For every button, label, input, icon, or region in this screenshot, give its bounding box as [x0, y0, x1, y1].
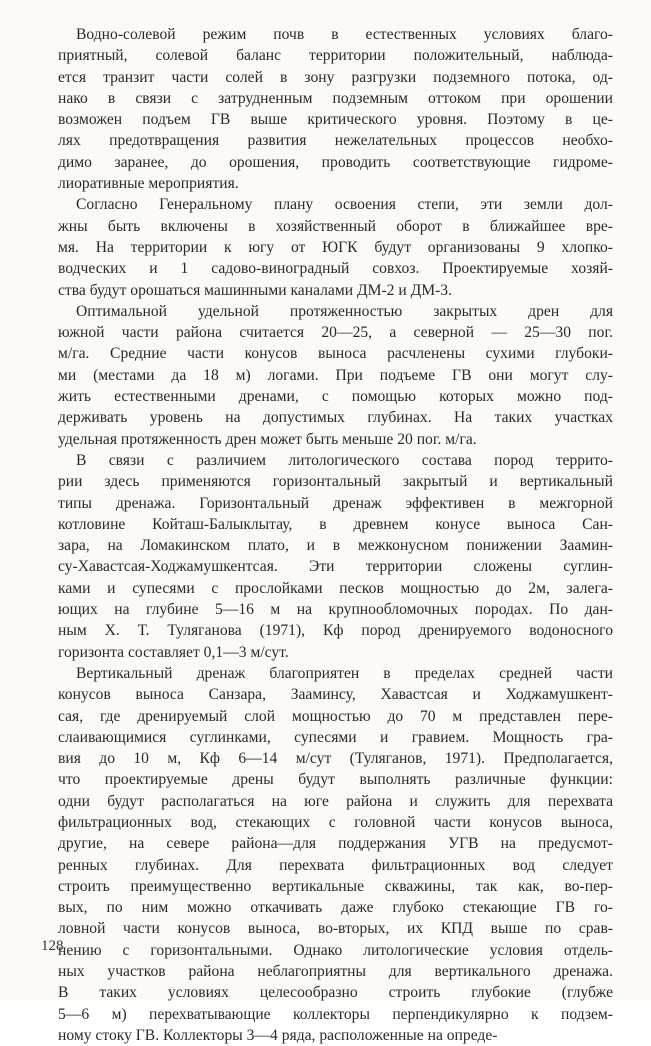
text-line: ренных глубинах. Для перехвата фильтрационных вод следует [58, 856, 613, 874]
text-line: Согласно Генеральному плану освоения степи, эти земли дол- [76, 196, 613, 214]
text-line: зара, на Ломакинском плато, и в межконусном понижении Заамин- [58, 537, 613, 555]
paragraph [58, 663, 613, 1046]
text-line: мя. На территории к югу от ЮГК будут организованы 9 хлопко- [58, 238, 613, 256]
text-line: 5—6 м) перехватывающие коллекторы перпендикулярно к подзем- [58, 1005, 613, 1023]
text-line: сая, где дренируемый слой мощностью до 70 м представлен пере- [58, 707, 613, 725]
text-line: возможен подъем ГВ выше критического уровня. Поэтому в це- [58, 111, 613, 129]
text-line: южной части района считается 20—25, а северной — 25—30 пог. [58, 324, 613, 342]
text-line: Водно-солевой режим почв в естественных условиях благо- [76, 26, 613, 43]
paragraph [58, 24, 613, 194]
text-line: Вертикальный дренаж благоприятен в пределах средней части [76, 664, 613, 682]
text-line: конусов выноса Санзара, Зааминсу, Хавастсая и Ходжамушкент- [58, 686, 613, 704]
text-line: приятный, солевой баланс территории положительный, наблюда- [58, 47, 613, 65]
text-line: лях предотвращения развития нежелательных процессов необхо- [58, 132, 613, 150]
text-line: ным Х. Т. Туляганова (1971), Кф пород дренируемого водоносного [58, 622, 613, 640]
text-line: м/га. Средние части конусов выноса расчленены сухими глубоки- [58, 345, 613, 363]
text-line: фильтрационных вод, стекающих с головной части конусов выноса, [58, 813, 613, 831]
text-line: вых, по ним можно откачивать даже глубоко стекающие ГВ го- [58, 899, 613, 917]
text-line: одни будут располагаться на юге района и служить для перехвата [58, 792, 613, 810]
text-line: ному стоку ГВ. Коллекторы 3—4 ряда, расположенные на опреде- [58, 1026, 498, 1044]
text-line: ных участков района неблагоприятны для вертикального дренажа. [58, 963, 613, 981]
text-line: держивать уровень на допустимых глубинах. На таких участках [58, 409, 613, 427]
text-line: ющих на глубине 5—16 м на крупнообломочных породах. По дан- [58, 601, 613, 619]
text-line: что проектируемые дрены будут выполнять различные функции: [58, 771, 613, 789]
paragraph [58, 450, 613, 663]
text-line: строить преимущественно вертикальные скважины, так как, во-пер- [58, 877, 613, 895]
text-line: димо заранее, до орошения, проводить соответствующие гидроме- [58, 153, 613, 171]
text-line: жить естественными дренами, с помощью которых можно под- [58, 388, 613, 406]
text-line: нако в связи с затрудненным подземным оттоком при орошении [58, 89, 613, 107]
page-number: 128 [41, 938, 64, 954]
text-line: другие, на севере района—для поддержания УГВ на предусмот- [58, 835, 613, 853]
text-line: жны быть включены в хозяйственный оборот в ближайшее вре- [58, 217, 613, 235]
text-line: водческих и 1 садово-виноградный совхоз. Проектируемые хозяй- [58, 260, 613, 278]
text-line: су-Хавастсая-Ходжамушкентсая. Эти территории сложены суглин- [58, 558, 613, 576]
text-line: ками и супесями с прослойками песков мощностью до 2м, залега- [58, 579, 613, 597]
text-line: удельная протяженность дрен может быть меньше 20 пог. м/га. [58, 430, 477, 448]
paragraph [58, 194, 613, 300]
text-line: горизонта составляет 0,1—3 м/сут. [58, 643, 289, 661]
text-line: котловине Койташ-Балыклытау, в древнем конусе выноса Сан- [58, 515, 613, 533]
text-line: В связи с различием литологического состава пород террито- [76, 451, 613, 469]
text-line: вия до 10 м, Кф 6—14 м/сут (Туляганов, 1971). Предполагается, [58, 750, 613, 768]
text-line: Оптимальной удельной протяженностью закрытых дрен для [76, 302, 613, 320]
text-line: рии здесь применяются горизонтальный закрытый и вертикальный [58, 473, 613, 491]
text-line: ется транзит части солей в зону разгрузки подземного потока, од- [58, 68, 613, 86]
text-line: слаивающимися суглинками, супесями и гравием. Мощность гра- [58, 728, 613, 746]
text-line: типы дренажа. Горизонтальный дренаж эффективен в межгорной [58, 494, 613, 512]
text-line: ловной части конусов выноса, во-вторых, их КПД выше по срав- [58, 920, 613, 938]
body-text [58, 24, 613, 1046]
paragraph [58, 301, 613, 450]
text-line: В таких условиях целесообразно строить глубокие (глубже [58, 984, 613, 1002]
text-line: ми (местами да 18 м) логами. При подъеме ГВ они могут слу- [58, 366, 613, 384]
text-line: лиоративные мероприятия. [58, 175, 239, 193]
text-line: нению с горизонтальными. Однако литологические условия отдель- [58, 941, 613, 959]
text-line: ства будут орошаться машинными каналами ДМ-2 и ДМ-3. [58, 281, 452, 299]
